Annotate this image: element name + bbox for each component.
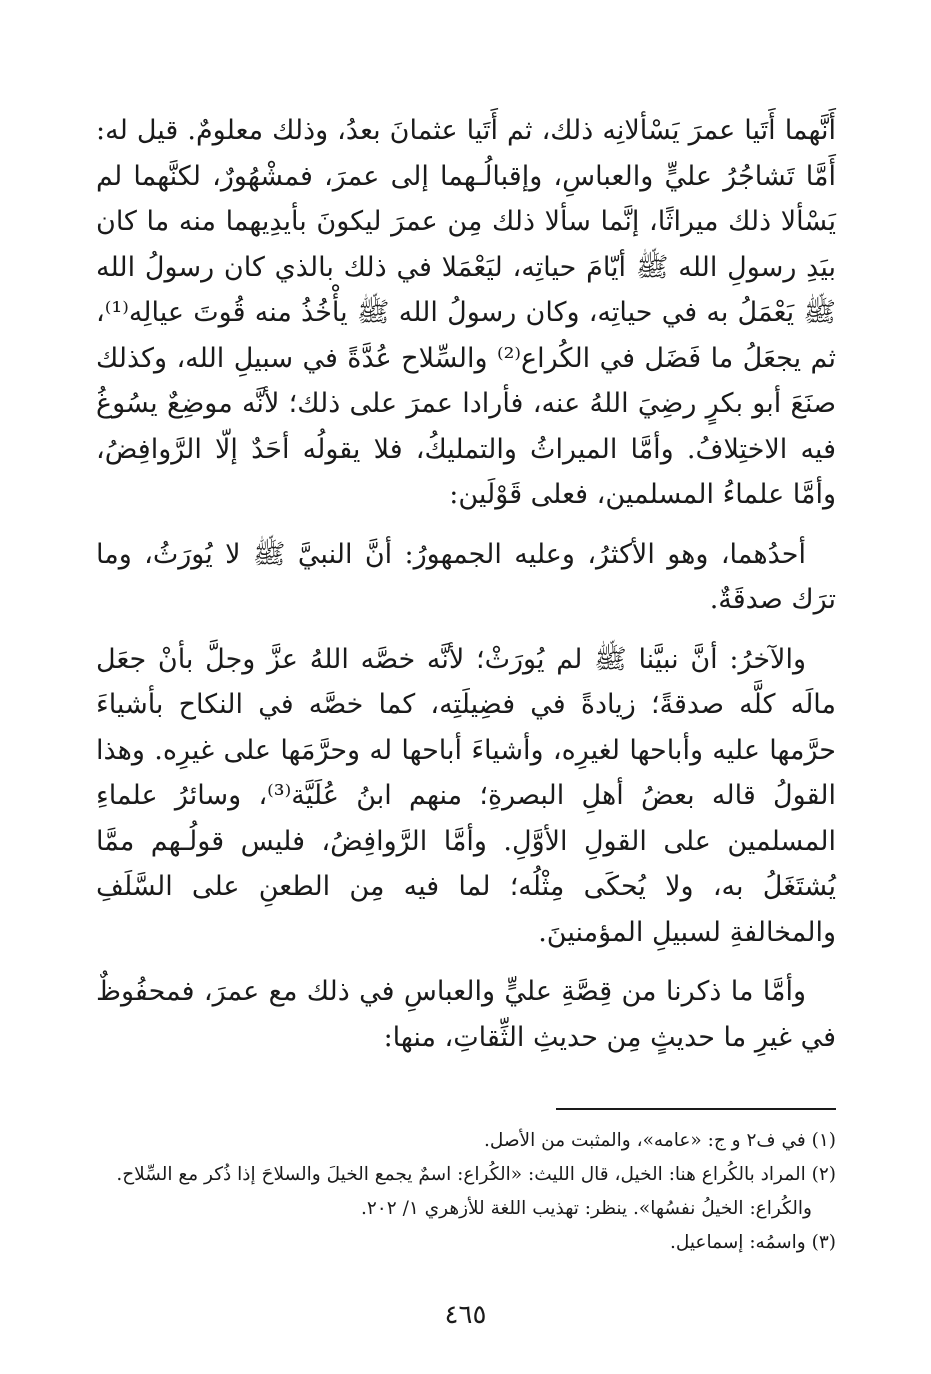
footnote-2-continuation: والكُراع: الخيلُ نفسُها». ينظر: تهذيب اللغة للأزهري ١/ ٢٠٢. — [360, 1198, 812, 1219]
main-text — [96, 108, 836, 1060]
paragraph-2: أحدُهما، وهو الأكثرُ، وعليه الجمهورُ: أنَّ النبيَّ ﷺ لا يُورَثُ، وما ترَك صدقَةٌ. — [96, 538, 836, 615]
footnote-1: (١) في ف٢ و ج: «عامه»، والمثبت من الأصل. — [483, 1130, 836, 1151]
paragraph-1: أَنَّهما أَتَيا عمرَ يَسْألانِه ذلك، ثم أَتَيا عثمانَ بعدُ، وذلك معلومٌ. قيل له: أَمَّا تَشاجُرُ عليٍّ والعباسِ، وإقبالُـهما إلى عمرَ، فمشْهُورٌ، لكنَّهما لم يَسْألا ذلك ميراثًا، إنَّما سألا ذلك مِن عمرَ ليكونَ بأيدِيهما منه ما كان بيَدِ رسولِ الله ﷺ أيّامَ حياتِه، ليَعْمَلا في ذلك بالذي كان رسولُ الله ﷺ يَعْمَلُ به في حياتِه، وكان رسولُ الله ﷺ يأْخُذُ منه قُوتَ عيالِه⁽¹⁾، ثم يجعَلُ ما فَضَل في الكُراع⁽²⁾ والسِّلاح عُدَّةً في سبيلِ الله، وكذلك صنَعَ أبو بكرٍ رضِيَ اللهُ عنه، فأرادا عمرَ على ذلك؛ لأنَّه موضِعٌ يسُوغُ فيه الاختِلافُ. وأمَّا الميراثُ والتمليكُ، فلا يقولُه أحَدٌ إلّا الرَّوافِضُ، وأمَّا علماءُ المسلمين، فعلى قَوْلَين: — [96, 115, 836, 510]
paragraph-4: وأمَّا ما ذكرنا من قِصَّةِ عليٍّ والعباسِ في ذلك مع عمرَ، فمحفُوظٌ في غيرِ ما حديثٍ مِن حديثِ الثِّقاتِ، منها: — [96, 976, 836, 1053]
footnote-3: (٣) واسمُه: إسماعيل. — [669, 1232, 836, 1253]
footnote-separator — [556, 1108, 836, 1110]
footnotes — [96, 1124, 836, 1260]
footnote-2: (٢) المراد بالكُراع هنا: الخيل، قال الليث: «الكُراع: اسمٌ يجمع الخيلَ والسلاحَ إذا ذُكر مع السِّلاح. — [116, 1164, 836, 1185]
page-number: ٤٦٥ — [444, 1300, 487, 1330]
paragraph-3: والآخرُ: أنَّ نبيَّنا ﷺ لم يُورَثْ؛ لأنَّه خصَّه اللهُ عزَّ وجلَّ بأنْ جعَل مالَه كلَّه صدقةً؛ زيادةً في فضِيلَتِه، كما خصَّه في النكاح بأشياءَ حرَّمها عليه وأباحها لغيرِه، وأشياءَ أباحها له وحرَّمَها على غيرِه. وهذا القولُ قاله بعضُ أهلِ البصرةِ؛ منهم ابنُ عُلَيَّة⁽³⁾، وسائرُ علماءِ المسلمين على القولِ الأوَّلِ. وأمَّا الرَّوافِضُ، فليس قولُـهم ممَّا يُشتَغَلُ به، ولا يُحكَى مِثْلُه؛ لما فيه مِن الطعنِ على السَّلَفِ والمخالفةِ لسبيلِ المؤمنينَ. — [96, 643, 836, 948]
